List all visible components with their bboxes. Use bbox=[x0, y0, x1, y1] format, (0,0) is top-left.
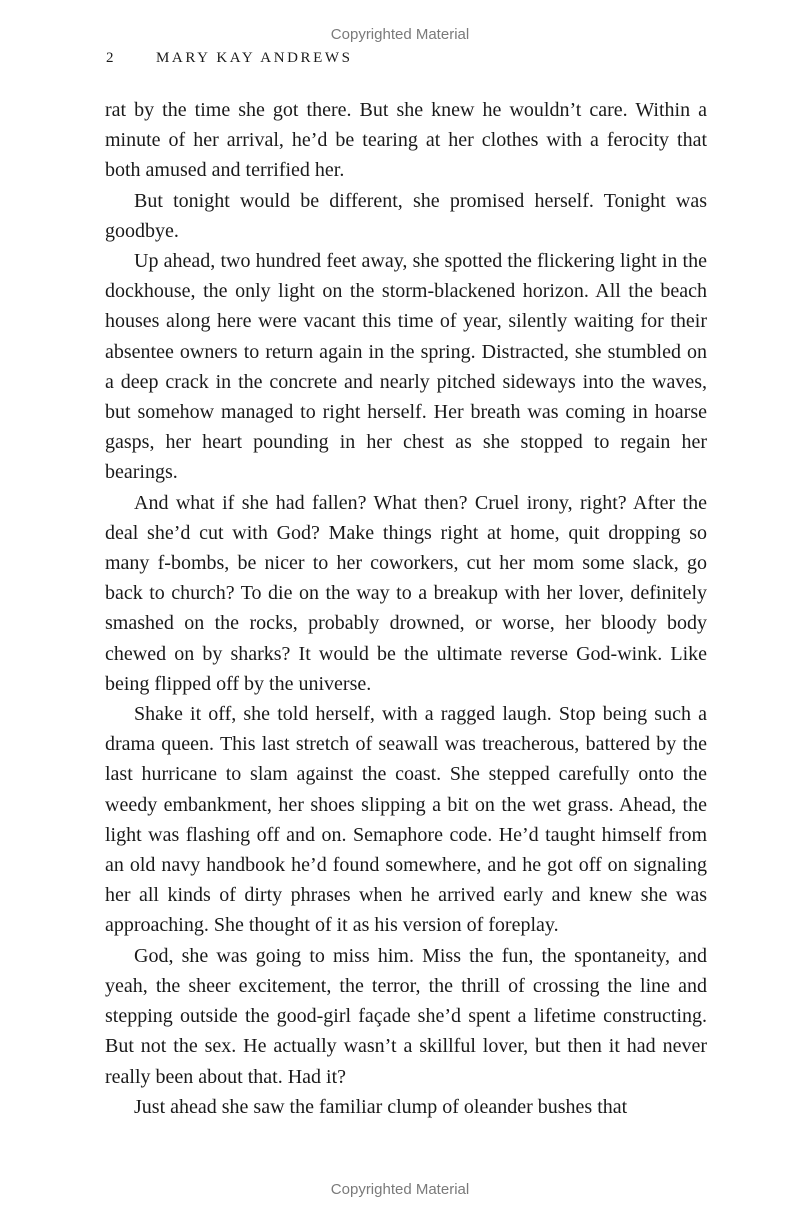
paragraph: God, she was going to miss him. Miss the fun, the spontaneity, and yeah, the sheer excitement, the terror, the thrill of crossing the line and stepping outside the good-girl façade she’d spent a lifetime constructing. But not the sex. He actually wasn’t a skillful lover, but then it had never really been about that. Had it? bbox=[105, 944, 707, 1088]
paragraph: But tonight would be different, she promised herself. Tonight was goodbye. bbox=[105, 189, 707, 242]
copyright-watermark-bottom: Copyrighted Material bbox=[330, 1181, 470, 1198]
paragraph: Just ahead she saw the familiar clump of oleander bushes that bbox=[134, 1095, 628, 1118]
running-head bbox=[106, 50, 353, 67]
paragraph: And what if she had fallen? What then? Cruel irony, right? After the deal she’d cut with God? Make things right at home, quit dropping so many f-bombs, be nicer to her coworkers, cut her mom some slack, go back to church? To die on the way to a breakup with her lover, definitely smashed on the rocks, probably drowned, or worse, her bloody body chewed on by sharks? It would be the ultimate reverse God-wink. Like being flipped off by the universe. bbox=[105, 491, 707, 695]
copyright-watermark-top: Copyrighted Material bbox=[330, 26, 470, 43]
paragraph: Up ahead, two hundred feet away, she spotted the flickering light in the dockhouse, the only light on the storm-blackened horizon. All the beach houses along here were vacant this time of year, silently waiting for their absentee owners to return again in the spring. Distracted, she stumbled on a deep crack in the concrete and nearly pitched sideways into the waves, but somehow managed to right herself. Her breath was coming in hoarse gasps, her heart pounding in her chest as she stopped to regain her bearings. bbox=[105, 250, 707, 484]
page-number: 2 bbox=[106, 50, 114, 66]
paragraph: Shake it off, she told herself, with a ragged laugh. Stop being such a drama queen. This last stretch of seawall was treacherous, battered by the last hurricane to slam against the coast. She stepped carefully onto the weedy embankment, her shoes slipping a bit on the wet grass. Ahead, the light was flashing off and on. Semaphore code. He’d taught himself from an old navy handbook he’d found somewhere, and he got off on signaling her all kinds of dirty phrases when he arrived early and knew she was approaching. She thought of it as his version of foreplay. bbox=[105, 703, 707, 937]
paragraph: rat by the time she got there. But she knew he wouldn’t care. Within a minute of her arrival, he’d be tearing at her clothes with a ferocity that both amused and terrified her. bbox=[105, 99, 707, 182]
body-text bbox=[105, 95, 707, 1122]
author-name: MARY KAY ANDREWS bbox=[156, 50, 353, 66]
